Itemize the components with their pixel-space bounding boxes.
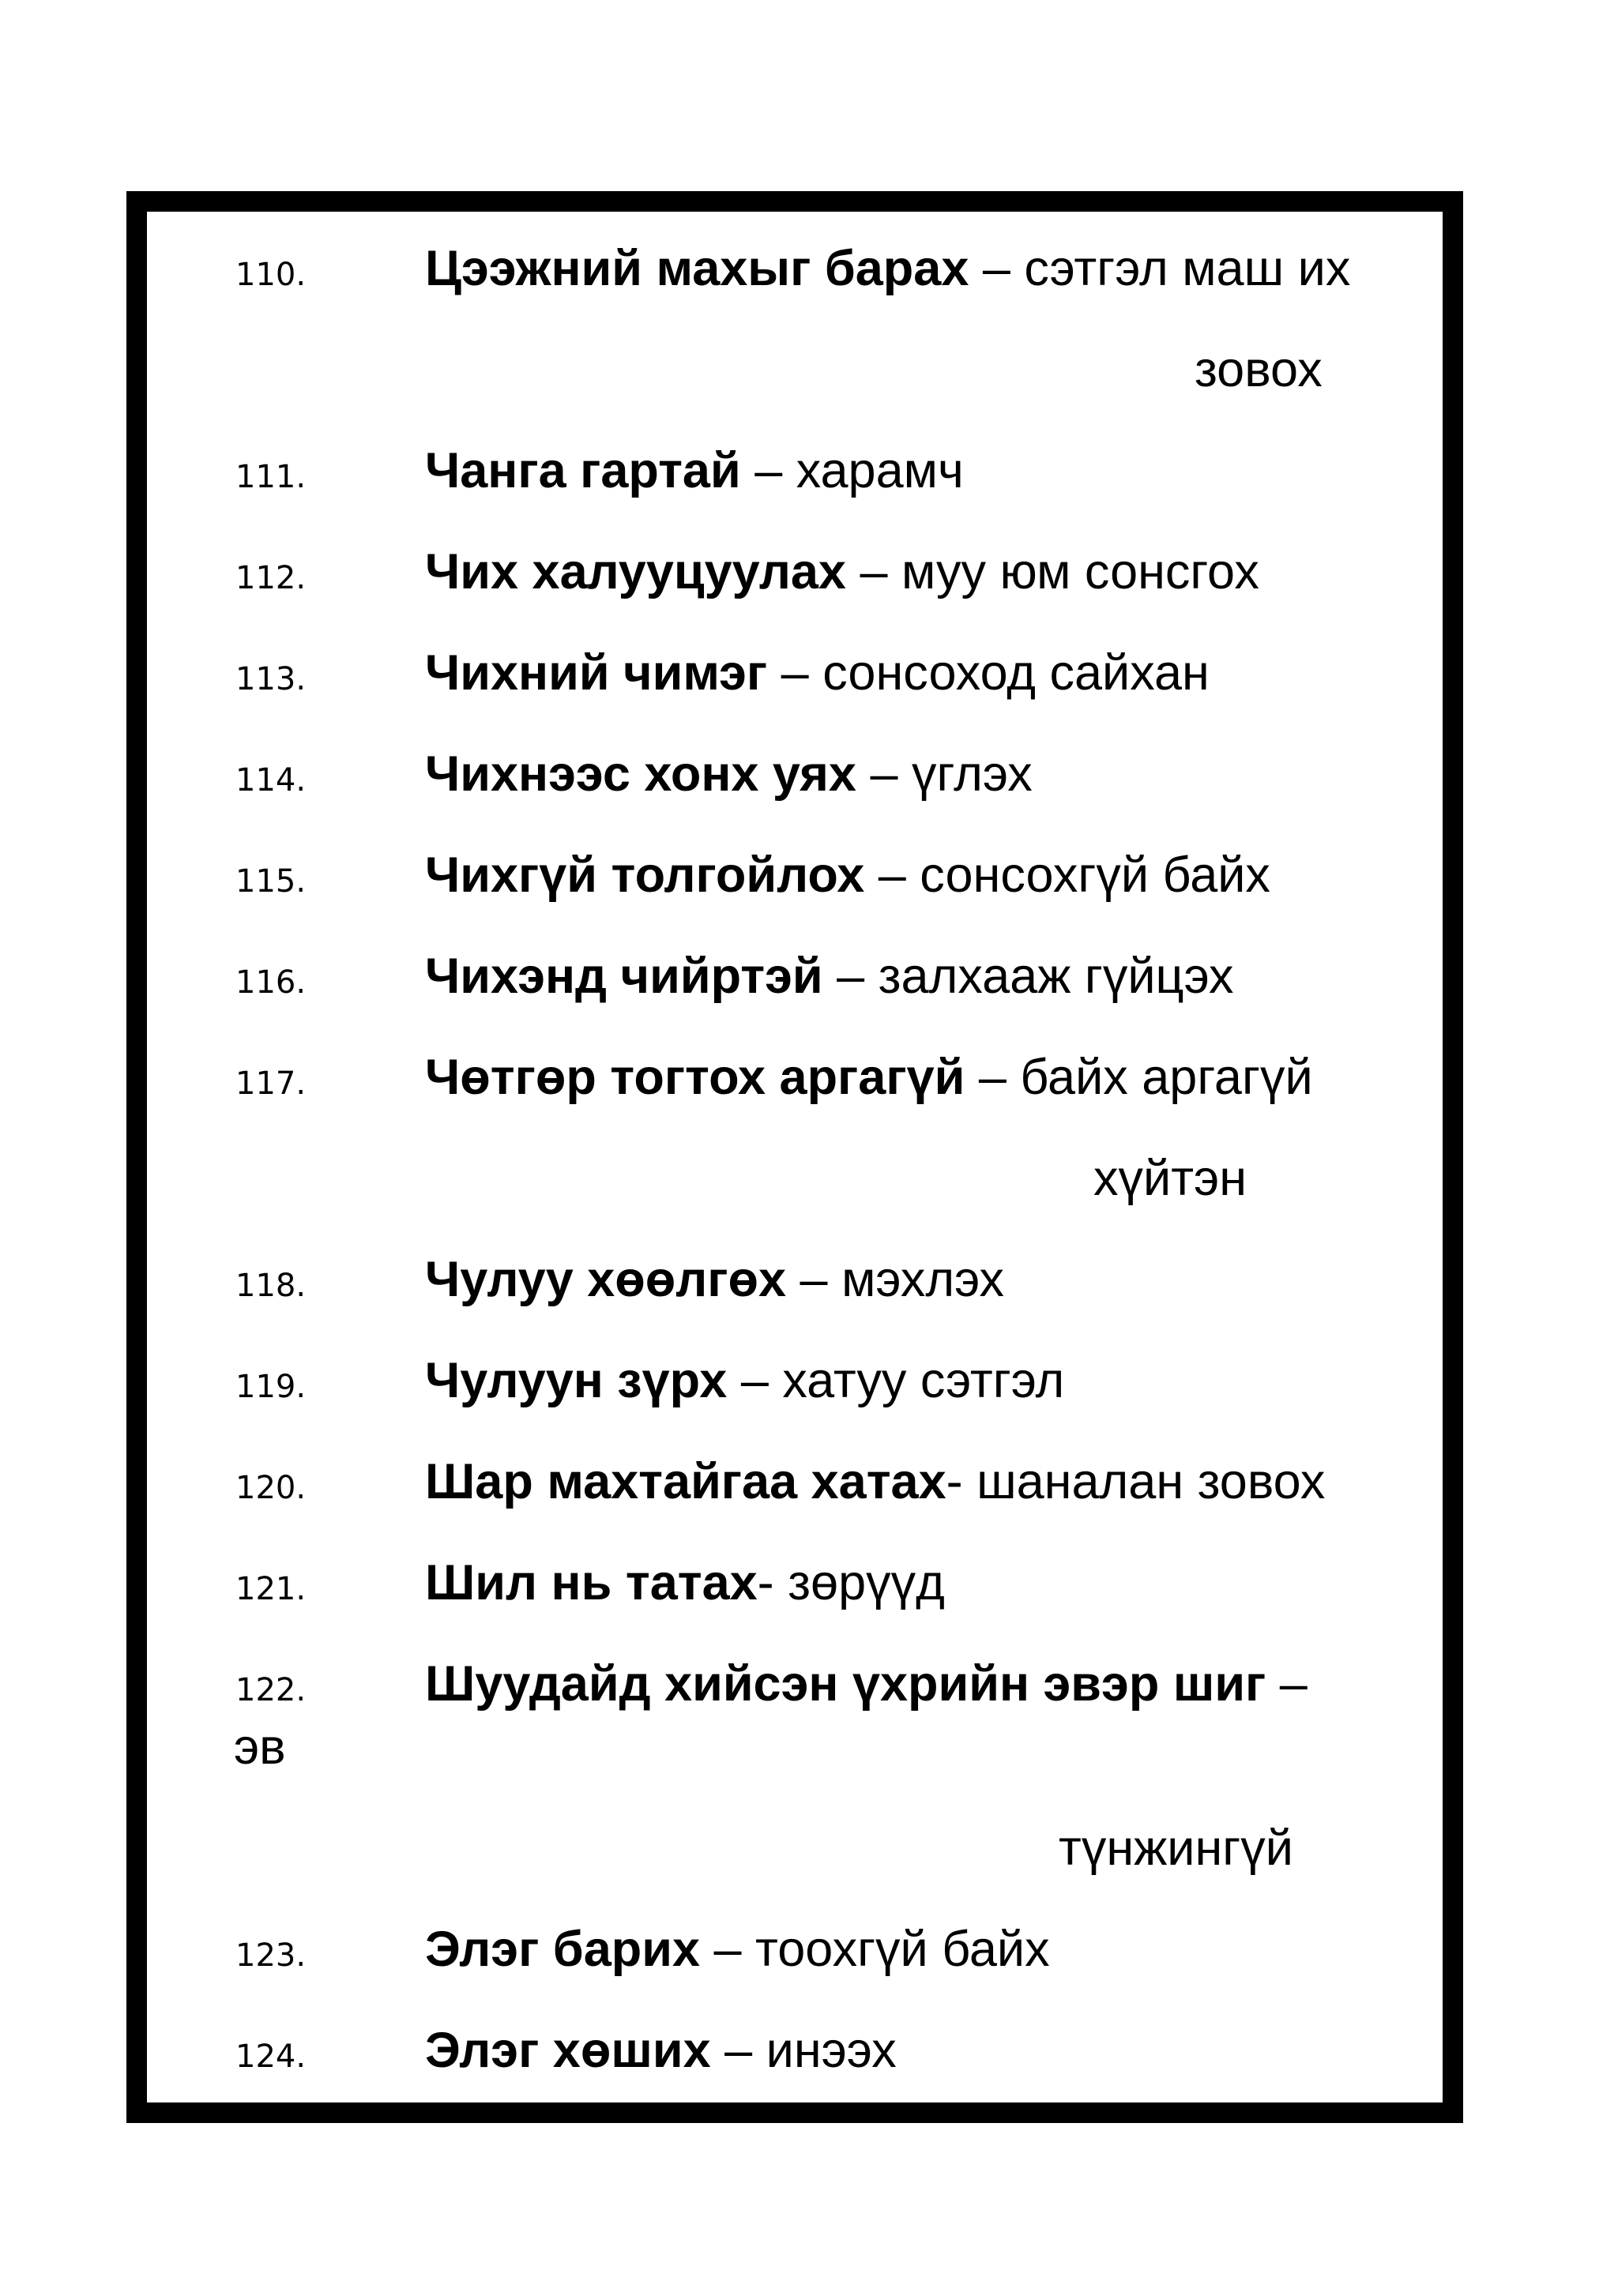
entry-definition: – байх аргагүй: [965, 1050, 1313, 1105]
entry-number: 115.: [235, 863, 307, 900]
entry-definition: - зөрүүд: [757, 1555, 945, 1610]
entry-term: Шар махтайгаа хатах: [425, 1454, 946, 1509]
entry-term: Чулуу хөөлгөх: [425, 1252, 787, 1307]
entry-text: [425, 844, 1270, 907]
list-item: [147, 945, 1443, 1008]
entry-definition: – инээх: [710, 2023, 897, 2078]
entry-definition: – харамч: [740, 443, 964, 498]
list-item: [147, 1652, 1443, 1715]
entry-number: 120.: [235, 1470, 307, 1506]
entry-text: [425, 641, 1210, 705]
entry-number: 112.: [235, 560, 307, 596]
entry-term: Чөтгөр тогтох аргагүй: [425, 1050, 965, 1105]
entry-definition: – хатуу сэтгэл: [727, 1353, 1065, 1408]
entry-text: [425, 439, 964, 502]
list-item: [147, 742, 1443, 806]
list-item: [147, 641, 1443, 705]
entry-definition: – сэтгэл маш их: [969, 241, 1351, 296]
entry-definition: – сонсохгүй байх: [864, 847, 1270, 903]
entry-number: 118.: [235, 1268, 307, 1304]
entry-term: Чанга гартай: [425, 443, 741, 498]
entry-text: [425, 1349, 1064, 1412]
entry-definition: - шаналан зовох: [946, 1454, 1326, 1509]
entry-number: 113.: [235, 661, 307, 697]
entry-term: Чулуун зүрх: [425, 1353, 728, 1408]
entry-term: Чих халууцуулах: [425, 544, 846, 599]
entry-continuation: түнжингүй: [1059, 1821, 1293, 1876]
list-item: [147, 844, 1443, 907]
entry-definition: –: [1266, 1656, 1308, 1712]
entry-term: Шил нь татах: [425, 1555, 758, 1610]
entry-number: 114.: [235, 762, 307, 799]
entry-text: [425, 237, 1350, 300]
entry-text: [425, 1551, 945, 1614]
entry-continuation: зовох: [1195, 342, 1323, 397]
entry-continuation: хүйтэн: [1093, 1151, 1247, 1206]
entry-text: [425, 945, 1234, 1008]
entry-definition: – тоохгүй байх: [700, 1922, 1050, 1977]
entry-number: 111.: [235, 459, 307, 495]
entry-number: 117.: [235, 1065, 307, 1102]
entry-term: Шуудайд хийсэн үхрийн эвэр шиг: [425, 1656, 1266, 1712]
entry-text: [425, 1248, 1004, 1311]
entry-definition: – залхааж гүйцэх: [822, 949, 1234, 1004]
entry-text: [425, 1450, 1325, 1513]
entry-text: [425, 2019, 897, 2082]
entry-term: Чихэнд чийртэй: [425, 949, 823, 1004]
list-item: [147, 1450, 1443, 1513]
entry-text: [425, 1918, 1050, 1981]
entry-text: [425, 1046, 1313, 1109]
entry-wrap-text: эв: [234, 1719, 286, 1775]
entry-definition: – үглэх: [856, 746, 1033, 802]
entry-term: Чихнээс хонх уях: [425, 746, 856, 802]
entry-number: 121.: [235, 1571, 307, 1607]
entry-number: 124.: [235, 2039, 307, 2075]
entry-text: [425, 540, 1259, 603]
entry-number: 110.: [235, 257, 307, 293]
entry-number: 122.: [235, 1672, 307, 1708]
list-item: [147, 1349, 1443, 1412]
entry-definition: – муу юм сонсгох: [845, 544, 1259, 599]
page-border-frame: [126, 191, 1463, 2123]
entry-term: Элэг барих: [425, 1922, 701, 1977]
entry-number: 116.: [235, 964, 307, 1001]
entry-number: 123.: [235, 1937, 307, 1974]
list-item: [147, 1918, 1443, 1981]
entry-definition: – сонсоход сайхан: [767, 645, 1210, 701]
entry-term: Цээжний махыг барах: [425, 241, 969, 296]
entry-text: [425, 1652, 1308, 1715]
entry-term: Чихний чимэг: [425, 645, 768, 701]
list-item: [147, 1551, 1443, 1614]
entry-text: [425, 742, 1033, 806]
list-item: [147, 237, 1443, 300]
list-item: [147, 1248, 1443, 1311]
list-item: [147, 2019, 1443, 2082]
list-item: [147, 439, 1443, 502]
entry-number: 119.: [235, 1369, 307, 1405]
list-item: [147, 540, 1443, 603]
list-item: [147, 1046, 1443, 1109]
entry-definition: – мэхлэх: [786, 1252, 1005, 1307]
entry-term: Чихгүй толгойлох: [425, 847, 865, 903]
entry-term: Элэг хөших: [425, 2023, 711, 2078]
